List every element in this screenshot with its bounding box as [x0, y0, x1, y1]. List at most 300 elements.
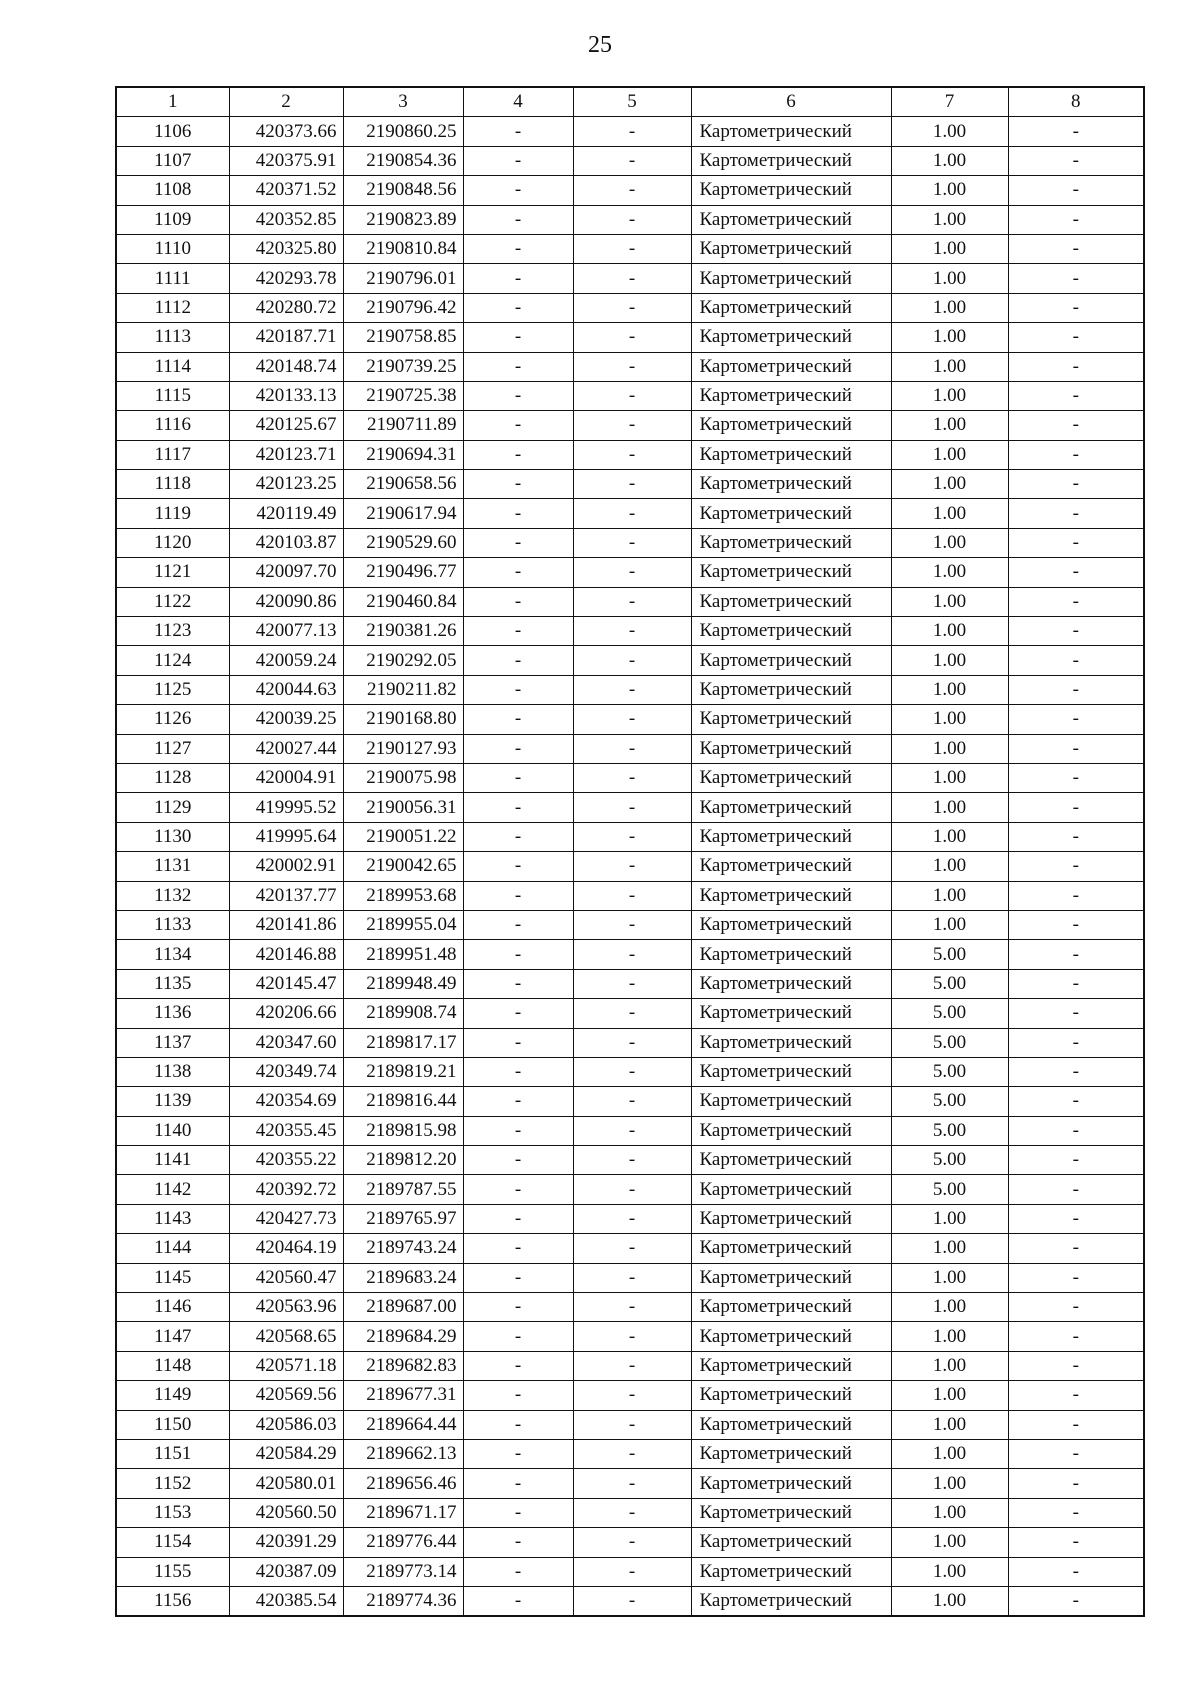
column-4-cell: - — [463, 1469, 573, 1498]
point-number-cell: 1121 — [116, 558, 229, 587]
column-5-cell: - — [573, 763, 691, 792]
column-8-cell: - — [1008, 1204, 1144, 1233]
point-number-cell: 1148 — [116, 1351, 229, 1380]
accuracy-cell: 1.00 — [891, 117, 1008, 146]
column-4-cell: - — [463, 176, 573, 205]
column-8-cell: - — [1008, 1263, 1144, 1292]
column-8-cell: - — [1008, 940, 1144, 969]
column-5-cell: - — [573, 1204, 691, 1233]
column-8-cell: - — [1008, 352, 1144, 381]
column-5-cell: - — [573, 499, 691, 528]
y-coordinate-cell: 2189743.24 — [343, 1234, 463, 1263]
y-coordinate-cell: 2189662.13 — [343, 1439, 463, 1468]
x-coordinate-cell: 419995.52 — [229, 793, 343, 822]
column-5-cell: - — [573, 470, 691, 499]
column-4-cell: - — [463, 499, 573, 528]
column-8-cell: - — [1008, 793, 1144, 822]
y-coordinate-cell: 2190617.94 — [343, 499, 463, 528]
y-coordinate-cell: 2189656.46 — [343, 1469, 463, 1498]
column-header: 5 — [573, 87, 691, 117]
point-number-cell: 1151 — [116, 1439, 229, 1468]
column-5-cell: - — [573, 1439, 691, 1468]
column-8-cell: - — [1008, 617, 1144, 646]
x-coordinate-cell: 420584.29 — [229, 1439, 343, 1468]
method-cell: Картометрический — [691, 1057, 891, 1086]
x-coordinate-cell: 420123.71 — [229, 440, 343, 469]
table-row — [116, 323, 1144, 352]
table-row — [116, 1028, 1144, 1057]
method-cell: Картометрический — [691, 381, 891, 410]
column-4-cell: - — [463, 675, 573, 704]
y-coordinate-cell: 2190796.42 — [343, 293, 463, 322]
table-row — [116, 734, 1144, 763]
accuracy-cell: 1.00 — [891, 205, 1008, 234]
method-cell: Картометрический — [691, 558, 891, 587]
y-coordinate-cell: 2190860.25 — [343, 117, 463, 146]
column-5-cell: - — [573, 234, 691, 263]
x-coordinate-cell: 420355.45 — [229, 1116, 343, 1145]
point-number-cell: 1127 — [116, 734, 229, 763]
column-4-cell: - — [463, 323, 573, 352]
point-number-cell: 1133 — [116, 910, 229, 939]
column-5-cell: - — [573, 1322, 691, 1351]
accuracy-cell: 1.00 — [891, 822, 1008, 851]
x-coordinate-cell: 420349.74 — [229, 1057, 343, 1086]
column-4-cell: - — [463, 352, 573, 381]
table-row — [116, 675, 1144, 704]
y-coordinate-cell: 2189677.31 — [343, 1381, 463, 1410]
column-5-cell: - — [573, 411, 691, 440]
column-4-cell: - — [463, 1057, 573, 1086]
table-header-row — [116, 87, 1144, 117]
accuracy-cell: 5.00 — [891, 1146, 1008, 1175]
x-coordinate-cell: 420125.67 — [229, 411, 343, 440]
column-8-cell: - — [1008, 440, 1144, 469]
y-coordinate-cell: 2189948.49 — [343, 969, 463, 998]
x-coordinate-cell: 420004.91 — [229, 763, 343, 792]
table-row — [116, 499, 1144, 528]
column-5-cell: - — [573, 587, 691, 616]
accuracy-cell: 1.00 — [891, 1469, 1008, 1498]
method-cell: Картометрический — [691, 1439, 891, 1468]
accuracy-cell: 1.00 — [891, 1322, 1008, 1351]
point-number-cell: 1149 — [116, 1381, 229, 1410]
column-5-cell: - — [573, 1293, 691, 1322]
page-number: 25 — [588, 32, 612, 58]
column-5-cell: - — [573, 1557, 691, 1586]
table-row — [116, 528, 1144, 557]
column-8-cell: - — [1008, 1381, 1144, 1410]
accuracy-cell: 1.00 — [891, 528, 1008, 557]
y-coordinate-cell: 2190848.56 — [343, 176, 463, 205]
y-coordinate-cell: 2189953.68 — [343, 881, 463, 910]
y-coordinate-cell: 2189787.55 — [343, 1175, 463, 1204]
column-8-cell: - — [1008, 499, 1144, 528]
x-coordinate-cell: 420325.80 — [229, 234, 343, 263]
accuracy-cell: 5.00 — [891, 1116, 1008, 1145]
x-coordinate-cell: 420090.86 — [229, 587, 343, 616]
method-cell: Картометрический — [691, 499, 891, 528]
column-8-cell: - — [1008, 205, 1144, 234]
table-row — [116, 852, 1144, 881]
method-cell: Картометрический — [691, 117, 891, 146]
point-number-cell: 1122 — [116, 587, 229, 616]
x-coordinate-cell: 420119.49 — [229, 499, 343, 528]
y-coordinate-cell: 2189664.44 — [343, 1410, 463, 1439]
x-coordinate-cell: 420385.54 — [229, 1586, 343, 1616]
column-8-cell: - — [1008, 1234, 1144, 1263]
column-8-cell: - — [1008, 763, 1144, 792]
point-number-cell: 1132 — [116, 881, 229, 910]
point-number-cell: 1110 — [116, 234, 229, 263]
accuracy-cell: 1.00 — [891, 910, 1008, 939]
point-number-cell: 1129 — [116, 793, 229, 822]
x-coordinate-cell: 420103.87 — [229, 528, 343, 557]
column-4-cell: - — [463, 999, 573, 1028]
point-number-cell: 1115 — [116, 381, 229, 410]
column-4-cell: - — [463, 381, 573, 410]
column-8-cell: - — [1008, 558, 1144, 587]
x-coordinate-cell: 420146.88 — [229, 940, 343, 969]
table-row — [116, 205, 1144, 234]
y-coordinate-cell: 2190168.80 — [343, 705, 463, 734]
column-5-cell: - — [573, 146, 691, 175]
method-cell: Картометрический — [691, 793, 891, 822]
column-5-cell: - — [573, 675, 691, 704]
method-cell: Картометрический — [691, 1322, 891, 1351]
y-coordinate-cell: 2189815.98 — [343, 1116, 463, 1145]
point-number-cell: 1107 — [116, 146, 229, 175]
accuracy-cell: 1.00 — [891, 852, 1008, 881]
method-cell: Картометрический — [691, 1498, 891, 1527]
column-4-cell: - — [463, 293, 573, 322]
y-coordinate-cell: 2190796.01 — [343, 264, 463, 293]
column-5-cell: - — [573, 1028, 691, 1057]
method-cell: Картометрический — [691, 1410, 891, 1439]
point-number-cell: 1124 — [116, 646, 229, 675]
method-cell: Картометрический — [691, 1381, 891, 1410]
point-number-cell: 1117 — [116, 440, 229, 469]
column-4-cell: - — [463, 1351, 573, 1380]
column-5-cell: - — [573, 1381, 691, 1410]
column-5-cell: - — [573, 1175, 691, 1204]
table-row — [116, 1498, 1144, 1527]
y-coordinate-cell: 2190810.84 — [343, 234, 463, 263]
column-4-cell: - — [463, 646, 573, 675]
column-5-cell: - — [573, 352, 691, 381]
accuracy-cell: 1.00 — [891, 411, 1008, 440]
method-cell: Картометрический — [691, 1234, 891, 1263]
x-coordinate-cell: 420044.63 — [229, 675, 343, 704]
x-coordinate-cell: 420391.29 — [229, 1528, 343, 1557]
x-coordinate-cell: 420560.47 — [229, 1263, 343, 1292]
method-cell: Картометрический — [691, 1586, 891, 1616]
x-coordinate-cell: 420427.73 — [229, 1204, 343, 1233]
x-coordinate-cell: 420569.56 — [229, 1381, 343, 1410]
y-coordinate-cell: 2189671.17 — [343, 1498, 463, 1527]
column-5-cell: - — [573, 293, 691, 322]
y-coordinate-cell: 2189683.24 — [343, 1263, 463, 1292]
accuracy-cell: 5.00 — [891, 999, 1008, 1028]
column-8-cell: - — [1008, 1087, 1144, 1116]
column-header: 2 — [229, 87, 343, 117]
column-4-cell: - — [463, 117, 573, 146]
x-coordinate-cell: 420123.25 — [229, 470, 343, 499]
method-cell: Картометрический — [691, 734, 891, 763]
column-4-cell: - — [463, 1175, 573, 1204]
column-5-cell: - — [573, 1586, 691, 1616]
column-8-cell: - — [1008, 822, 1144, 851]
point-number-cell: 1146 — [116, 1293, 229, 1322]
table-row — [116, 822, 1144, 851]
y-coordinate-cell: 2189765.97 — [343, 1204, 463, 1233]
column-4-cell: - — [463, 1116, 573, 1145]
column-4-cell: - — [463, 1381, 573, 1410]
column-8-cell: - — [1008, 969, 1144, 998]
column-8-cell: - — [1008, 293, 1144, 322]
accuracy-cell: 1.00 — [891, 646, 1008, 675]
column-4-cell: - — [463, 881, 573, 910]
column-8-cell: - — [1008, 176, 1144, 205]
table-row — [116, 381, 1144, 410]
table-row — [116, 587, 1144, 616]
column-8-cell: - — [1008, 1322, 1144, 1351]
point-number-cell: 1114 — [116, 352, 229, 381]
y-coordinate-cell: 2190127.93 — [343, 734, 463, 763]
x-coordinate-cell: 420464.19 — [229, 1234, 343, 1263]
point-number-cell: 1153 — [116, 1498, 229, 1527]
point-number-cell: 1113 — [116, 323, 229, 352]
table-row — [116, 558, 1144, 587]
method-cell: Картометрический — [691, 1146, 891, 1175]
column-8-cell: - — [1008, 1528, 1144, 1557]
accuracy-cell: 1.00 — [891, 470, 1008, 499]
method-cell: Картометрический — [691, 1469, 891, 1498]
point-number-cell: 1112 — [116, 293, 229, 322]
method-cell: Картометрический — [691, 940, 891, 969]
column-5-cell: - — [573, 1057, 691, 1086]
y-coordinate-cell: 2189774.36 — [343, 1586, 463, 1616]
column-4-cell: - — [463, 1204, 573, 1233]
column-4-cell: - — [463, 617, 573, 646]
column-8-cell: - — [1008, 1557, 1144, 1586]
point-number-cell: 1142 — [116, 1175, 229, 1204]
column-5-cell: - — [573, 264, 691, 293]
table-row — [116, 293, 1144, 322]
method-cell: Картометрический — [691, 411, 891, 440]
x-coordinate-cell: 420568.65 — [229, 1322, 343, 1351]
column-4-cell: - — [463, 1234, 573, 1263]
accuracy-cell: 5.00 — [891, 1028, 1008, 1057]
accuracy-cell: 1.00 — [891, 352, 1008, 381]
accuracy-cell: 1.00 — [891, 146, 1008, 175]
table-row — [116, 1557, 1144, 1586]
point-number-cell: 1143 — [116, 1204, 229, 1233]
x-coordinate-cell: 420293.78 — [229, 264, 343, 293]
point-number-cell: 1138 — [116, 1057, 229, 1086]
table-row — [116, 1439, 1144, 1468]
table-row — [116, 264, 1144, 293]
column-header: 7 — [891, 87, 1008, 117]
table-row — [116, 1116, 1144, 1145]
table-row — [116, 793, 1144, 822]
accuracy-cell: 1.00 — [891, 763, 1008, 792]
column-5-cell: - — [573, 381, 691, 410]
column-5-cell: - — [573, 999, 691, 1028]
column-8-cell: - — [1008, 323, 1144, 352]
column-4-cell: - — [463, 587, 573, 616]
column-8-cell: - — [1008, 881, 1144, 910]
table-row — [116, 999, 1144, 1028]
x-coordinate-cell: 420280.72 — [229, 293, 343, 322]
column-4-cell: - — [463, 763, 573, 792]
y-coordinate-cell: 2189951.48 — [343, 940, 463, 969]
y-coordinate-cell: 2190211.82 — [343, 675, 463, 704]
column-4-cell: - — [463, 1146, 573, 1175]
point-number-cell: 1152 — [116, 1469, 229, 1498]
column-5-cell: - — [573, 1469, 691, 1498]
column-4-cell: - — [463, 1028, 573, 1057]
method-cell: Картометрический — [691, 440, 891, 469]
column-4-cell: - — [463, 1263, 573, 1292]
x-coordinate-cell: 420560.50 — [229, 1498, 343, 1527]
column-5-cell: - — [573, 1263, 691, 1292]
method-cell: Картометрический — [691, 822, 891, 851]
column-8-cell: - — [1008, 1028, 1144, 1057]
point-number-cell: 1135 — [116, 969, 229, 998]
x-coordinate-cell: 420371.52 — [229, 176, 343, 205]
point-number-cell: 1145 — [116, 1263, 229, 1292]
column-4-cell: - — [463, 852, 573, 881]
column-4-cell: - — [463, 234, 573, 263]
method-cell: Картометрический — [691, 528, 891, 557]
table-row — [116, 146, 1144, 175]
column-8-cell: - — [1008, 675, 1144, 704]
column-8-cell: - — [1008, 734, 1144, 763]
method-cell: Картометрический — [691, 675, 891, 704]
y-coordinate-cell: 2190075.98 — [343, 763, 463, 792]
column-8-cell: - — [1008, 264, 1144, 293]
column-4-cell: - — [463, 822, 573, 851]
column-5-cell: - — [573, 969, 691, 998]
point-number-cell: 1130 — [116, 822, 229, 851]
y-coordinate-cell: 2190051.22 — [343, 822, 463, 851]
accuracy-cell: 1.00 — [891, 293, 1008, 322]
method-cell: Картометрический — [691, 146, 891, 175]
column-4-cell: - — [463, 910, 573, 939]
table-row — [116, 1263, 1144, 1292]
table-row — [116, 176, 1144, 205]
table-row — [116, 1087, 1144, 1116]
column-8-cell: - — [1008, 1351, 1144, 1380]
method-cell: Картометрический — [691, 1028, 891, 1057]
accuracy-cell: 1.00 — [891, 734, 1008, 763]
column-5-cell: - — [573, 940, 691, 969]
x-coordinate-cell: 420580.01 — [229, 1469, 343, 1498]
accuracy-cell: 1.00 — [891, 705, 1008, 734]
accuracy-cell: 1.00 — [891, 1381, 1008, 1410]
column-5-cell: - — [573, 822, 691, 851]
x-coordinate-cell: 420027.44 — [229, 734, 343, 763]
x-coordinate-cell: 420039.25 — [229, 705, 343, 734]
point-number-cell: 1128 — [116, 763, 229, 792]
accuracy-cell: 1.00 — [891, 1410, 1008, 1439]
table-body — [116, 117, 1144, 1616]
x-coordinate-cell: 420097.70 — [229, 558, 343, 587]
accuracy-cell: 1.00 — [891, 1351, 1008, 1380]
column-8-cell: - — [1008, 999, 1144, 1028]
point-number-cell: 1139 — [116, 1087, 229, 1116]
point-number-cell: 1147 — [116, 1322, 229, 1351]
method-cell: Картометрический — [691, 852, 891, 881]
method-cell: Картометрический — [691, 1293, 891, 1322]
method-cell: Картометрический — [691, 1351, 891, 1380]
column-header: 6 — [691, 87, 891, 117]
method-cell: Картометрический — [691, 264, 891, 293]
table-row — [116, 234, 1144, 263]
point-number-cell: 1136 — [116, 999, 229, 1028]
table-row — [116, 910, 1144, 939]
column-8-cell: - — [1008, 852, 1144, 881]
y-coordinate-cell: 2190496.77 — [343, 558, 463, 587]
column-8-cell: - — [1008, 1586, 1144, 1616]
column-8-cell: - — [1008, 587, 1144, 616]
table-row — [116, 1322, 1144, 1351]
column-4-cell: - — [463, 1528, 573, 1557]
y-coordinate-cell: 2190823.89 — [343, 205, 463, 234]
column-5-cell: - — [573, 910, 691, 939]
accuracy-cell: 1.00 — [891, 1263, 1008, 1292]
x-coordinate-cell: 420347.60 — [229, 1028, 343, 1057]
y-coordinate-cell: 2190460.84 — [343, 587, 463, 616]
point-number-cell: 1108 — [116, 176, 229, 205]
method-cell: Картометрический — [691, 969, 891, 998]
x-coordinate-cell: 420563.96 — [229, 1293, 343, 1322]
x-coordinate-cell: 420002.91 — [229, 852, 343, 881]
method-cell: Картометрический — [691, 1528, 891, 1557]
table-row — [116, 1057, 1144, 1086]
accuracy-cell: 1.00 — [891, 1439, 1008, 1468]
x-coordinate-cell: 420141.86 — [229, 910, 343, 939]
accuracy-cell: 1.00 — [891, 1498, 1008, 1527]
x-coordinate-cell: 420077.13 — [229, 617, 343, 646]
column-8-cell: - — [1008, 1410, 1144, 1439]
accuracy-cell: 5.00 — [891, 969, 1008, 998]
table-row — [116, 1146, 1144, 1175]
column-4-cell: - — [463, 558, 573, 587]
table-row — [116, 1234, 1144, 1263]
x-coordinate-cell: 420206.66 — [229, 999, 343, 1028]
table-row — [116, 763, 1144, 792]
column-8-cell: - — [1008, 1057, 1144, 1086]
column-8-cell: - — [1008, 1116, 1144, 1145]
table-row — [116, 1528, 1144, 1557]
method-cell: Картометрический — [691, 617, 891, 646]
point-number-cell: 1109 — [116, 205, 229, 234]
column-5-cell: - — [573, 1146, 691, 1175]
accuracy-cell: 1.00 — [891, 440, 1008, 469]
point-number-cell: 1137 — [116, 1028, 229, 1057]
column-5-cell: - — [573, 1087, 691, 1116]
method-cell: Картометрический — [691, 176, 891, 205]
method-cell: Картометрический — [691, 1175, 891, 1204]
method-cell: Картометрический — [691, 293, 891, 322]
y-coordinate-cell: 2190758.85 — [343, 323, 463, 352]
accuracy-cell: 1.00 — [891, 176, 1008, 205]
column-4-cell: - — [463, 1322, 573, 1351]
table-row — [116, 1381, 1144, 1410]
x-coordinate-cell: 420137.77 — [229, 881, 343, 910]
